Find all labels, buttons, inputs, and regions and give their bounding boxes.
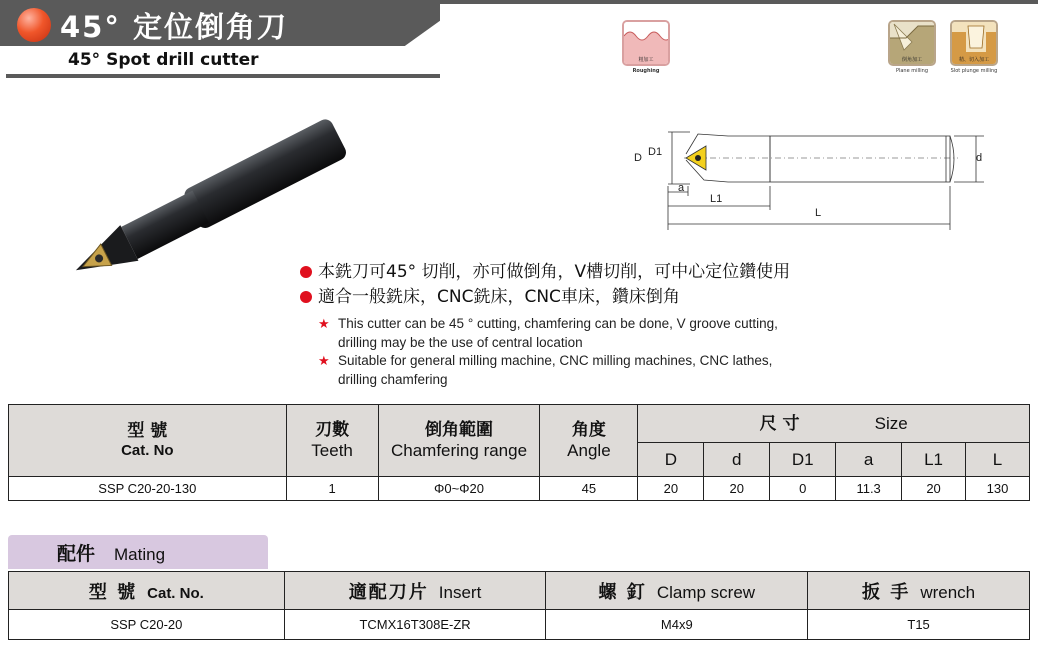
dim-label-D1: D1 (648, 146, 663, 158)
mating-header-screw-en: Clamp screw (656, 582, 756, 602)
dim-header-L1: L1 (902, 443, 966, 477)
mating-table (8, 571, 1030, 640)
mating-header-screw-cn: 螺 釘 (598, 581, 647, 603)
feature-en-line: This cutter can be 45 ° cutting, chamfering can be done, V groove cutting, (338, 316, 778, 331)
dim-label-L1: L1 (710, 193, 723, 205)
header-cat-en: Cat. No (121, 441, 174, 459)
dim-label-a: a (678, 182, 685, 194)
feature-en-2 (318, 351, 772, 389)
mating-cell-wrench: T15 (808, 610, 1030, 640)
dim-header-D1: D1 (770, 443, 836, 477)
process-caption: Slot plunge milling (950, 68, 998, 74)
header-angle (540, 405, 638, 477)
process-plane-milling (888, 20, 936, 74)
red-dot-icon (300, 291, 312, 303)
header-cat-cn: 型 號 (127, 420, 168, 441)
cell-angle: 45 (540, 477, 638, 501)
spec-table (8, 404, 1030, 501)
mating-header-wrench-en: wrench (920, 582, 976, 602)
cell-D1: 0 (770, 477, 836, 501)
dim-header-d: d (704, 443, 770, 477)
dim-label-L: L (815, 207, 822, 219)
mating-header-wrench (808, 572, 1030, 610)
feature-cn-1 (300, 257, 790, 282)
mating-header-cat-cn: 型 號 (88, 581, 138, 603)
mating-cell-insert: TCMX16T308E-ZR (284, 610, 546, 640)
dim-label-D: D (634, 152, 642, 164)
table-row (9, 610, 1030, 640)
mating-header-cat (9, 572, 285, 610)
header-size-en: Size (874, 413, 908, 433)
roughing-icon (622, 20, 670, 66)
cell-teeth: 1 (286, 477, 378, 501)
mating-cell-screw: M4x9 (546, 610, 808, 640)
dim-header-D: D (638, 443, 704, 477)
feature-en-line: drilling may be the use of central location (338, 335, 583, 350)
mating-header-screw (546, 572, 808, 610)
header-size-cn: 尺 寸 (759, 413, 800, 434)
dim-label-d: d (976, 152, 983, 164)
mating-header-wrench-cn: 扳 手 (862, 581, 911, 603)
mating-header-insert (284, 572, 546, 610)
mating-header-insert-cn: 適配刀片 (348, 581, 429, 603)
feature-en-1 (318, 314, 778, 352)
header-teeth-en: Teeth (311, 440, 353, 460)
dim-header-a: a (836, 443, 902, 477)
cell-L: 130 (966, 477, 1030, 501)
mating-header-cat-en: Cat. No. (147, 584, 204, 602)
plane-milling-icon (888, 20, 936, 66)
feature-en-line: Suitable for general milling machine, CNC milling machines, CNC lathes, (338, 353, 773, 368)
cell-cat-no: SSP C20-20-130 (9, 477, 287, 501)
header-angle-cn: 角度 (571, 419, 606, 440)
header-cat-no (9, 405, 287, 477)
process-label: 粗加工 (638, 57, 654, 63)
red-star-icon: ★ (318, 353, 330, 368)
cell-L1: 20 (902, 477, 966, 501)
feature-cn-text: 本銑刀可45° 切削，亦可做倒角，V槽切削，可中心定位鑽使用 (318, 262, 791, 282)
table-row (9, 477, 1030, 501)
mating-title-cn: 配件 (57, 543, 96, 565)
tool-dimension-schematic (628, 124, 998, 234)
process-caption: Roughing (632, 68, 660, 74)
header-angle-en: Angle (567, 440, 611, 460)
cell-a: 11.3 (836, 477, 902, 501)
cell-D: 20 (638, 477, 704, 501)
header-range (378, 405, 540, 477)
process-caption: Plane milling (895, 68, 929, 74)
red-dot-icon (300, 266, 312, 278)
process-slot-plunge (950, 20, 998, 74)
header-top-rule (380, 0, 1038, 4)
process-roughing (622, 20, 670, 74)
feature-cn-text: 適合一般銑床，CNC銑床，CNC車床，鑽床倒角 (318, 287, 680, 307)
header-range-cn: 倒角範圍 (425, 419, 493, 440)
page-title-cn: 45° 定位倒角刀 (60, 10, 288, 44)
mating-header-row (9, 572, 1030, 610)
header-teeth-cn: 刃數 (315, 419, 350, 440)
dim-header-L: L (966, 443, 1030, 477)
page-title-en: 45° Spot drill cutter (68, 50, 259, 70)
spec-header-row (9, 405, 1030, 443)
header-range-en: Chamfering range (390, 440, 528, 460)
process-label: 精、切入加工 (958, 57, 989, 63)
mating-title-en: Mating (114, 545, 166, 564)
header-teeth (286, 405, 378, 477)
header-size (638, 405, 1030, 443)
feature-cn-2 (300, 282, 680, 307)
title-bullet-icon (17, 8, 51, 42)
mating-header-insert-en: Insert (438, 582, 482, 602)
title-underline (6, 74, 440, 78)
process-label: 倒角加工 (901, 57, 922, 63)
feature-en-line: drilling chamfering (338, 372, 448, 387)
mating-cell-cat: SSP C20-20 (9, 610, 285, 640)
slot-plunge-icon (950, 20, 998, 66)
cell-range: Φ0~Φ20 (378, 477, 540, 501)
red-star-icon: ★ (318, 316, 330, 331)
cell-d: 20 (704, 477, 770, 501)
